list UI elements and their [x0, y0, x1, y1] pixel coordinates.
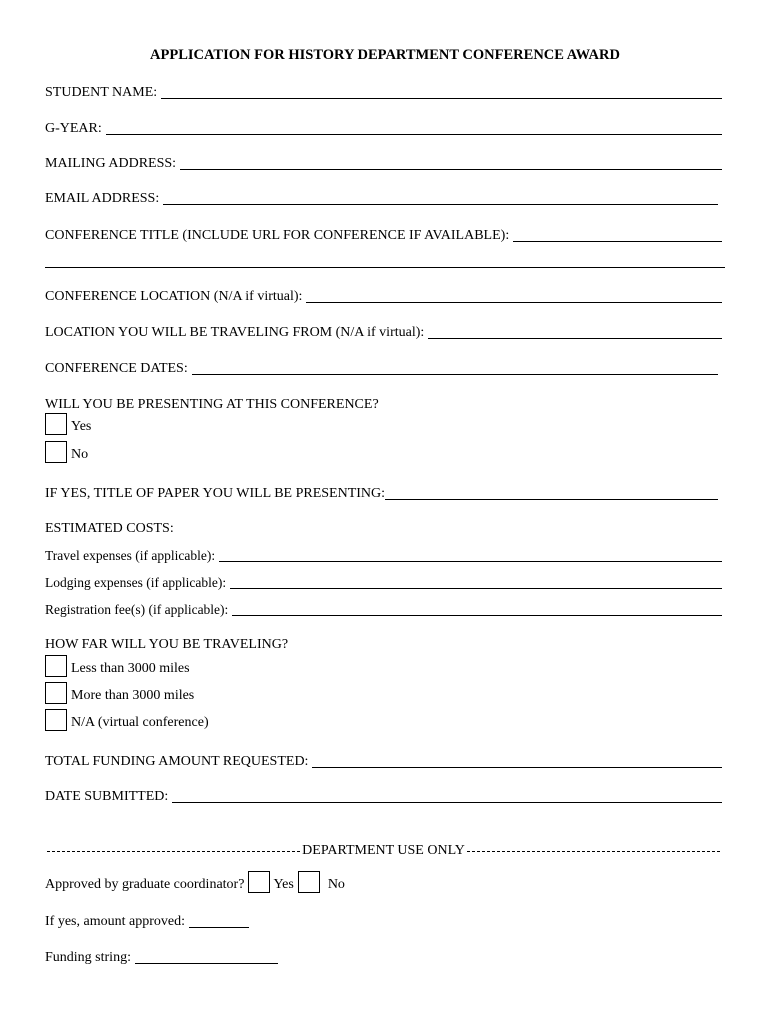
conference-title-field[interactable]: [513, 228, 722, 242]
presenting-yes-checkbox[interactable]: [45, 413, 67, 435]
distance-na-label: N/A (virtual conference): [71, 715, 209, 730]
presenting-yes-label: Yes: [71, 419, 92, 434]
conference-title-row: [45, 227, 722, 244]
approved-yes-checkbox[interactable]: [248, 871, 270, 893]
conference-dates-label: CONFERENCE DATES:: [45, 361, 188, 376]
g-year-row: [45, 120, 722, 137]
department-banner: [45, 842, 722, 859]
traveling-from-field[interactable]: [428, 325, 722, 339]
funding-string-label: Funding string:: [45, 950, 131, 965]
banner-left-dashes: [47, 851, 300, 852]
approval-row: [45, 871, 345, 893]
conference-location-label: CONFERENCE LOCATION (N/A if virtual):: [45, 289, 303, 304]
approved-no-label: No: [327, 877, 345, 892]
total-funding-label: TOTAL FUNDING AMOUNT REQUESTED:: [45, 754, 309, 769]
approved-label: Approved by graduate coordinator?: [45, 877, 245, 892]
conference-dates-field[interactable]: [192, 361, 718, 375]
g-year-field[interactable]: [106, 121, 722, 135]
presenting-option-yes: [45, 413, 91, 435]
traveling-from-label: LOCATION YOU WILL BE TRAVELING FROM (N/A if virtual):: [45, 325, 425, 340]
banner-right-dashes: [467, 851, 720, 852]
costs-heading: ESTIMATED COSTS:: [45, 521, 174, 536]
paper-title-row: [45, 485, 718, 502]
lodging-expenses-row: [45, 574, 722, 591]
travel-expenses-field[interactable]: [219, 548, 722, 562]
mailing-address-label: MAILING ADDRESS:: [45, 156, 177, 171]
amount-approved-field[interactable]: [189, 914, 249, 928]
distance-more-checkbox[interactable]: [45, 682, 67, 704]
g-year-label: G-YEAR:: [45, 121, 102, 136]
email-address-field[interactable]: [163, 191, 718, 205]
mailing-address-row: [45, 155, 722, 172]
distance-question: HOW FAR WILL YOU BE TRAVELING?: [45, 637, 289, 652]
date-submitted-row: [45, 788, 722, 805]
date-submitted-field[interactable]: [172, 789, 722, 803]
paper-title-label: IF YES, TITLE OF PAPER YOU WILL BE PRESENTING:: [45, 486, 386, 501]
distance-option-more: [45, 682, 194, 704]
funding-string-row: [45, 949, 278, 966]
distance-option-na: [45, 709, 209, 731]
amount-approved-label: If yes, amount approved:: [45, 914, 185, 929]
mailing-address-field[interactable]: [180, 156, 722, 170]
conference-title-field-continued[interactable]: [45, 267, 725, 268]
conference-location-row: [45, 288, 722, 305]
distance-na-checkbox[interactable]: [45, 709, 67, 731]
student-name-field[interactable]: [161, 85, 722, 99]
traveling-from-row: [45, 324, 722, 341]
distance-more-label: More than 3000 miles: [71, 688, 195, 703]
conference-title-label: CONFERENCE TITLE (INCLUDE URL FOR CONFERENCE IF AVAILABLE):: [45, 228, 510, 243]
student-name-label: STUDENT NAME:: [45, 85, 158, 100]
form-title: APPLICATION FOR HISTORY DEPARTMENT CONFERENCE AWARD: [150, 47, 620, 63]
registration-fees-label: Registration fee(s) (if applicable):: [45, 602, 229, 617]
presenting-question: WILL YOU BE PRESENTING AT THIS CONFERENCE?: [45, 397, 379, 412]
conference-dates-row: [45, 360, 718, 377]
approved-no-checkbox[interactable]: [298, 871, 320, 893]
distance-less-checkbox[interactable]: [45, 655, 67, 677]
registration-fees-field[interactable]: [232, 602, 722, 616]
date-submitted-label: DATE SUBMITTED:: [45, 789, 169, 804]
lodging-expenses-field[interactable]: [230, 575, 722, 589]
travel-expenses-row: [45, 547, 722, 564]
amount-approved-row: [45, 913, 249, 930]
department-use-only-label: DEPARTMENT USE ONLY: [302, 843, 465, 858]
approved-yes-label: Yes: [273, 877, 294, 892]
presenting-option-no: [45, 441, 88, 463]
travel-expenses-label: Travel expenses (if applicable):: [45, 548, 216, 563]
distance-option-less: [45, 655, 190, 677]
distance-less-label: Less than 3000 miles: [71, 661, 190, 676]
email-address-row: [45, 190, 718, 207]
email-address-label: EMAIL ADDRESS:: [45, 191, 160, 206]
student-name-row: [45, 84, 722, 101]
presenting-no-checkbox[interactable]: [45, 441, 67, 463]
registration-fees-row: [45, 601, 722, 618]
lodging-expenses-label: Lodging expenses (if applicable):: [45, 575, 227, 590]
total-funding-field[interactable]: [312, 754, 722, 768]
total-funding-row: [45, 753, 722, 770]
presenting-no-label: No: [71, 447, 89, 462]
conference-location-field[interactable]: [306, 289, 722, 303]
paper-title-field[interactable]: [385, 486, 718, 500]
funding-string-field[interactable]: [135, 950, 278, 964]
